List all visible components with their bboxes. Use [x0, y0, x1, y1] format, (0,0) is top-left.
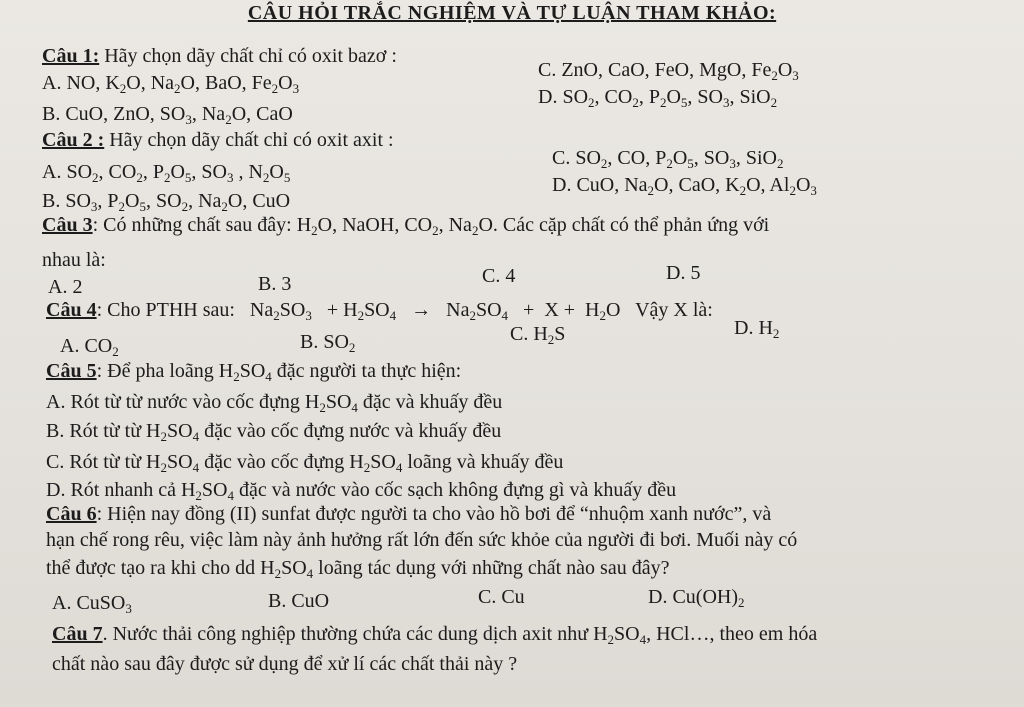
- question-4-option-a: A. $CO_2$: [60, 335, 119, 359]
- question-3: [42, 213, 769, 237]
- question-5-text: : Để pha loãng $H_2SO_4$ đặc người ta thực hiện:: [96, 360, 462, 384]
- question-3-option-c: C. 4: [482, 265, 516, 287]
- question-6-option-b: B. CuO: [268, 590, 330, 612]
- question-3-option-a: A. 2: [48, 276, 83, 298]
- question-6: [46, 502, 771, 526]
- question-6-label: Câu 6: [46, 503, 97, 525]
- question-3-label: Câu 3: [42, 214, 93, 236]
- question-1-label: Câu 1:: [42, 45, 100, 67]
- question-5-option-b: B. Rót từ từ $H_2SO_4$ đặc vào cốc đựng nước và khuấy đều: [46, 420, 502, 444]
- question-6-text-1: : Hiện nay đồng (II) sunfat được người ta cho vào hồ bơi để “nhuộm xanh nước”, và: [96, 503, 772, 525]
- question-1-option-d: D. $SO_2$, $CO_2$, $P_2O_5$, $SO_3$, SiO$_2$: [538, 86, 778, 110]
- question-4-label: Câu 4: [46, 299, 97, 321]
- question-6-option-a: A. CuSO$_3$: [52, 592, 132, 616]
- question-3-text: : Có những chất sau đây: $H_2O$, NaOH, $CO_2$, $Na_2O$. Các cặp chất có thể phản ứng với: [92, 214, 770, 238]
- question-7: [52, 622, 817, 646]
- question-1-option-a: A. NO, $K_2O$, $Na_2O$, BaO, $Fe_2O_3$: [42, 72, 300, 96]
- question-1-option-c: C. ZnO, CaO, FeO, MgO, $Fe_2O_3$: [538, 59, 799, 83]
- question-7-text-1: . Nước thải công nghiệp thường chứa các dung dịch axit như $H_2SO_4$, HCl…, theo em hóa: [102, 623, 818, 647]
- question-6-text-2: hạn chế rong rêu, việc làm này ảnh hưởng rất lớn đến sức khỏe của người đi bơi. Muối này có: [46, 529, 798, 551]
- question-6-text-3: thể được tạo ra khi cho dd $H_2SO_4$ loãng tác dụng với những chất nào sau đây?: [46, 557, 670, 581]
- question-4-option-d: D. $H_2$: [734, 317, 780, 341]
- question-3-option-b: B. 3: [258, 273, 292, 295]
- question-5-option-d: D. Rót nhanh cả $H_2SO_4$ đặc và nước vào cốc sạch không đựng gì và khuấy đều: [46, 479, 677, 503]
- question-2-label: Câu 2 :: [42, 129, 105, 151]
- question-1: [42, 44, 397, 68]
- question-3-option-d: D. 5: [666, 262, 701, 284]
- question-2: [42, 128, 394, 152]
- question-7-label: Câu 7: [52, 623, 103, 645]
- question-7-text-2: chất nào sau đây được sử dụng để xử lí các chất thải này ?: [52, 653, 518, 675]
- question-5-label: Câu 5: [46, 360, 97, 382]
- question-2-text: Hãy chọn dãy chất chỉ có oxit axit :: [104, 129, 394, 151]
- question-2-option-c: C. $SO_2$, CO, $P_2O_5$, $SO_3$, SiO$_2$: [552, 147, 784, 171]
- question-5: [46, 359, 461, 383]
- question-6-option-d: D. $Cu(OH)_2$: [648, 586, 745, 610]
- question-3-continuation: nhau là:: [42, 249, 106, 271]
- question-4-option-c: C. $H_2S$: [510, 323, 566, 347]
- question-4-text: : Cho PTHH sau: $Na_2SO_3 + H_2SO_4 \to Na_2SO_4 + X + H_2O$ Vậy X là:: [96, 299, 713, 323]
- question-4-option-b: B. $SO_2$: [300, 331, 356, 355]
- worksheet-title: CÂU HỎI TRẮC NGHIỆM VÀ TỰ LUẬN THAM KHẢO:: [247, 2, 777, 24]
- question-2-option-a: A. $SO_2$, $CO_2$, $P_2O_5$, $SO_3$ , $N_2O_5$: [42, 161, 291, 185]
- question-4: [46, 298, 713, 322]
- question-2-option-d: D. CuO, $Na_2O$, CaO, $K_2O$, $Al_2O_3$: [552, 174, 817, 198]
- question-1-option-b: B. CuO, ZnO, $SO_3$, $Na_2O$, CaO: [42, 103, 293, 127]
- question-6-option-c: C. Cu: [478, 586, 525, 608]
- question-5-option-a: A. Rót từ từ nước vào cốc đựng $H_2SO_4$ đặc và khuấy đều: [46, 391, 503, 415]
- question-5-option-c: C. Rót từ từ $H_2SO_4$ đặc vào cốc đựng $H_2SO_4$ loãng và khuấy đều: [46, 451, 564, 475]
- question-1-text: Hãy chọn dãy chất chỉ có oxit bazơ :: [99, 45, 397, 67]
- question-2-option-b: B. $SO_3$, $P_2O_5$, $SO_2$, $Na_2O$, CuO: [42, 190, 291, 214]
